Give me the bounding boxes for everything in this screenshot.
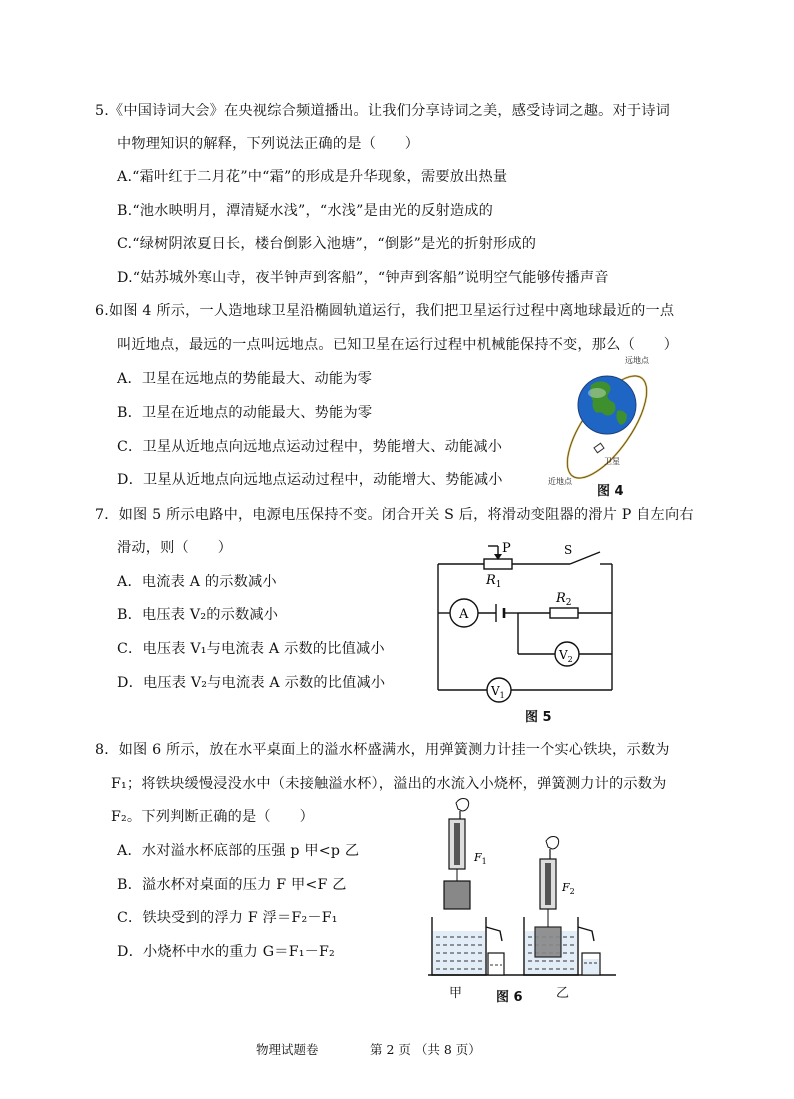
figure-6-left-label: 甲 [449,986,463,1001]
svg-text:F1 [473,851,487,866]
svg-text:R2 [555,591,572,608]
q7-stem-line2: 滑动，则（ ） [117,540,233,556]
rheostat-r1 [484,559,512,569]
iron-block-right [535,927,561,957]
figure-4-orbit-diagram [555,355,660,490]
switch-label: S [564,543,573,557]
satellite-icon [594,443,604,453]
switch-s [570,552,600,564]
figure-6-right-label: 乙 [556,986,570,1001]
resistor-r2 [550,608,578,618]
q5-option-c: C.“绿树阴浓夏日长，楼台倒影入池塘”，“倒影”是光的折射形成的 [117,236,537,252]
figure-6-overflow-diagram [420,795,620,980]
far-point-label: 远地点 [625,356,649,365]
q6-option-b: B．卫星在近地点的动能最大、势能为零 [117,405,373,421]
f2-subscript: 2 [569,887,575,896]
q7-option-b: B．电压表 V₂的示数减小 [117,607,279,623]
figure-4-caption: 图 4 [597,484,624,499]
q7-option-a: A．电流表 A 的示数减小 [117,574,277,590]
q5-option-b: B.“池水映明月，潭清疑水浅”，“水浅”是由光的反射造成的 [117,203,494,219]
resistor-label: R [556,591,566,606]
hand-icon-right [546,837,559,850]
figure-6-caption: 图 6 [496,990,523,1005]
q5-stem-line2: 中物理知识的解释，下列说法正确的是（ ） [117,136,420,152]
voltmeter2-subscript: 2 [567,655,573,664]
svg-text:V2 [558,648,573,664]
q7-option-c: C．电压表 V₁与电流表 A 示数的比值减小 [117,641,385,657]
near-point-label: 近地点 [548,477,572,486]
resistor-subscript: 2 [565,598,572,608]
figure-5-caption: 图 5 [525,710,552,725]
satellite-label: 卫星 [604,457,620,466]
f2-label: F [562,881,570,894]
q8-option-b: B．溢水杯对桌面的压力 F 甲<F 乙 [117,877,347,893]
q6-option-d: D．卫星从近地点向远地点运动过程中，动能增大、势能减小 [117,472,503,488]
q8-option-d: D．小烧杯中水的重力 G＝F₁－F₂ [117,944,335,960]
q5-option-d: D.“姑苏城外寒山寺，夜半钟声到客船”，“钟声到客船”说明空气能够传播声音 [117,270,609,286]
svg-text:V1 [490,684,505,700]
footer-page-number: 第 2 页 （共 8 页） [370,1042,481,1057]
f1-subscript: 1 [481,857,487,866]
q8-option-c: C．铁块受到的浮力 F 浮＝F₂－F₁ [117,910,338,926]
rheostat-label: R [486,573,496,588]
q6-option-a: A．卫星在远地点的势能最大、动能为零 [117,371,373,387]
q8-stem-line1: 8．如图 6 所示，放在水平桌面上的溢水杯盛满水，用弹簧测力计挂一个实心铁块，示数为 [95,742,670,758]
hand-icon-left [456,799,469,812]
q8-stem-line2: F₁；将铁块缓慢浸没水中（未接触溢水杯），溢出的水流入小烧杯，弹簧测力计的示数为 [111,776,667,792]
svg-text:F2 [561,881,575,896]
q5-stem-line1: 5.《中国诗词大会》在央视综合频道播出。让我们分享诗词之美，感受诗词之趣。对于诗词 [95,103,671,119]
iron-block-left [444,881,470,909]
q8-option-a: A．水对溢水杯底部的压强 p 甲<p 乙 [117,843,360,859]
voltmeter1-label: V [491,684,500,698]
q6-stem-line2: 叫近地点，最远的一点叫远地点。已知卫星在运行过程中机械能保持不变，那么（ ） [117,337,679,353]
ammeter-label: A [459,607,469,622]
voltmeter2-label: V [559,648,568,662]
footer-subject: 物理试题卷 [256,1042,319,1057]
rheostat-subscript: 1 [495,580,502,590]
q7-option-d: D．电压表 V₂与电流表 A 示数的比值减小 [117,675,386,691]
f1-label: F [474,851,482,864]
figure-5-circuit-diagram [430,540,620,700]
svg-text:R1 [485,573,502,590]
q6-option-c: C．卫星从近地点向远地点运动过程中，势能增大、动能减小 [117,439,503,455]
q6-stem-line1: 6.如图 4 所示，一人造地球卫星沿椭圆轨道运行，我们把卫星运行过程中离地球最近的一点 [95,303,675,319]
voltmeter1-subscript: 1 [499,691,505,700]
small-beaker-left [488,953,504,975]
q5-option-a: A.“霜叶红于二月花”中“霜”的形成是升华现象，需要放出热量 [117,169,508,185]
slider-label: P [502,541,511,556]
q7-stem-line1: 7．如图 5 所示电路中，电源电压保持不变。闭合开关 S 后，将滑动变阻器的滑片 P 自左向右 [95,507,694,523]
q8-stem-line3: F₂。下列判断正确的是（ ） [111,809,314,825]
